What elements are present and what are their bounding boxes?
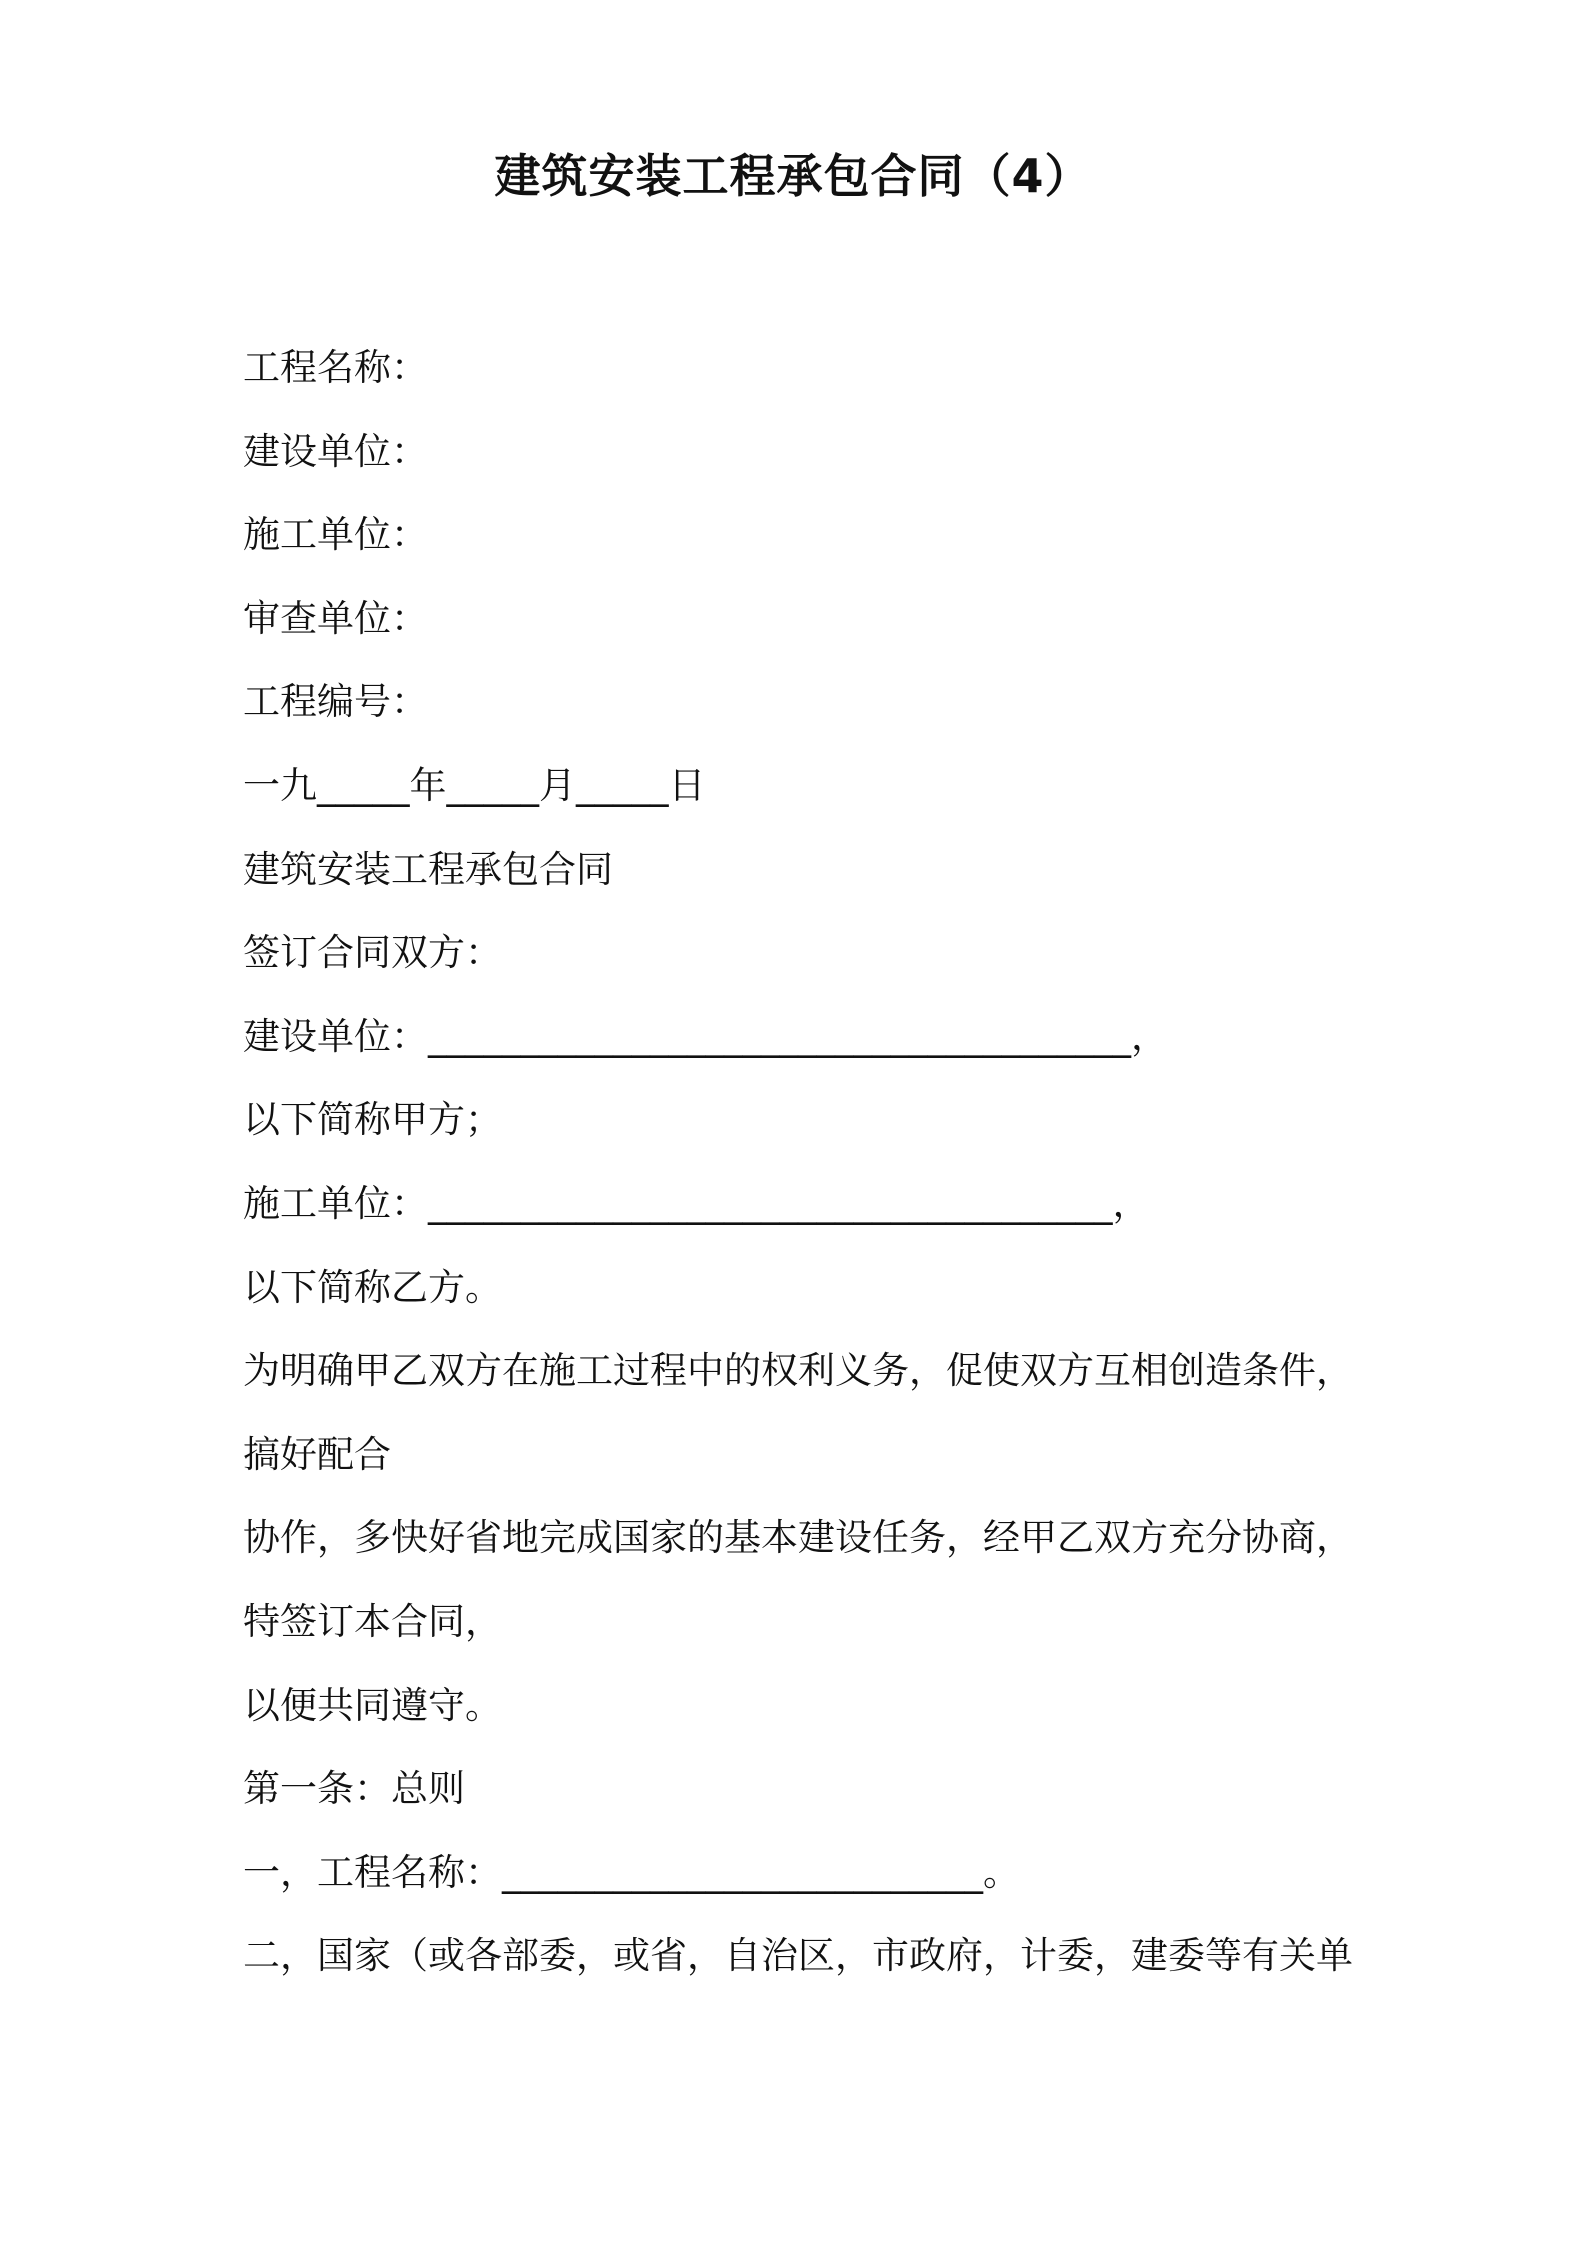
party-a-line: 建设单位：______________________________________， bbox=[243, 1014, 1168, 1058]
preamble-line-4: 特签订本合同， bbox=[243, 1599, 502, 1643]
field-review-unit: 审查单位： bbox=[243, 596, 428, 640]
preamble-line-3: 协作，多快好省地完成国家的基本建设任务，经甲乙双方充分协商， bbox=[243, 1516, 1353, 1560]
party-b-alias: 以下简称乙方。 bbox=[243, 1265, 502, 1309]
preamble-line-5: 以便共同遵守。 bbox=[243, 1683, 502, 1727]
field-construction-unit: 建设单位： bbox=[243, 429, 428, 473]
document-title: 建筑安装工程承包合同（4） bbox=[494, 149, 1092, 203]
preamble-line-2: 搞好配合 bbox=[243, 1432, 391, 1476]
party-b-line: 施工单位：_____________________________________， bbox=[243, 1181, 1150, 1225]
document-body bbox=[243, 340, 1373, 2012]
field-contractor-unit: 施工单位： bbox=[243, 513, 428, 557]
article-one-item-2: 二，国家（或各部委，或省，自治区，市政府，计委，建委等有关单 bbox=[243, 1934, 1353, 1978]
contract-heading: 建筑安装工程承包合同 bbox=[243, 847, 613, 891]
field-project-name: 工程名称： bbox=[243, 346, 428, 389]
field-project-number: 工程编号： bbox=[243, 680, 428, 724]
article-one-heading: 第一条：总则 bbox=[243, 1767, 465, 1811]
article-one-item-1: 一，工程名称：__________________________。 bbox=[243, 1850, 1020, 1894]
preamble-line-1: 为明确甲乙双方在施工过程中的权利义务，促使双方互相创造条件， bbox=[243, 1349, 1353, 1393]
party-a-alias: 以下简称甲方； bbox=[243, 1098, 502, 1142]
parties-heading: 签订合同双方： bbox=[243, 931, 502, 975]
field-date: 一九_____年_____月_____日 bbox=[243, 763, 706, 807]
